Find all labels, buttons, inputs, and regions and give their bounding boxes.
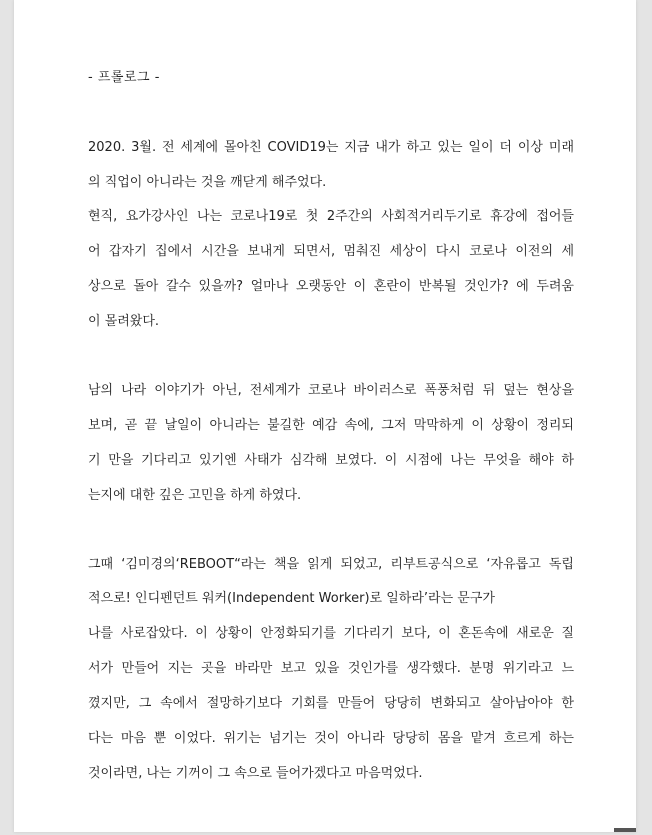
text-line: 는지에 대한 깊은 고민을 하게 하였다. [88,488,302,503]
text-line: 나를 사로잡았다. 이 상황이 안정화되기를 기다리기 보다, 이 혼돈속에 새로운 질 [88,626,574,641]
page-corner-mark [614,828,636,832]
text-line: 상으로 돌아 갈수 있을까? 얼마나 오랫동안 이 혼란이 반복될 것인가? 에 두려움 [88,279,574,294]
text-line: 어 갑자기 집에서 시간을 보내게 되면서, 멈춰진 세상이 다시 코로나 이전의 세 [88,244,574,259]
text-line: 것이라면, 나는 기꺼이 그 속으로 들어가겠다고 마음먹었다. [88,766,423,781]
document-title: - 프롤로그 - [88,70,160,85]
text-line: 현직, 요가강사인 나는 코로나19로 첫 2주간의 사회적거리두기로 휴강에 접어들 [88,209,574,224]
text-line: 그때 ‘김미경의‘REBOOT“라는 책을 읽게 되었고, 리부트공식으로 ‘자유롭고 독립 [88,557,574,572]
text-line: 남의 나라 이야기가 아닌, 전세계가 코로나 바이러스로 폭풍처럼 뒤 덮는 현상을 [88,383,574,398]
text-line: 기 만을 기다리고 있기엔 사태가 심각해 보였다. 이 시점에 나는 무엇을 해야 하 [88,453,574,468]
text-line: 보며, 곧 끝 날일이 아니라는 불길한 예감 속에, 그저 막막하게 이 상황이 정리되 [88,418,574,433]
text-line: 꼈지만, 그 속에서 절망하기보다 기회를 만들어 당당히 변화되고 살아남아야 한 [88,696,574,711]
text-line: 의 직업이 아니라는 것을 깨닫게 해주었다. [88,175,327,190]
text-line: 적으로! 인디펜던트 워커(Independent Worker)로 일하라’라는 문구가 [88,591,495,606]
text-line: 이 몰려왔다. [88,314,160,329]
document-page [14,0,636,832]
text-line: 2020. 3월. 전 세계에 몰아친 COVID19는 지금 내가 하고 있는 일이 더 이상 미래 [88,140,574,155]
text-line: 다는 마음 뿐 이었다. 위기는 넘기는 것이 아니라 당당히 몸을 맡겨 흐르게 하는 [88,731,574,746]
text-line: 서가 만들어 지는 곳을 바라만 보고 있을 것인가를 생각했다. 분명 위기라고 느 [88,661,574,676]
